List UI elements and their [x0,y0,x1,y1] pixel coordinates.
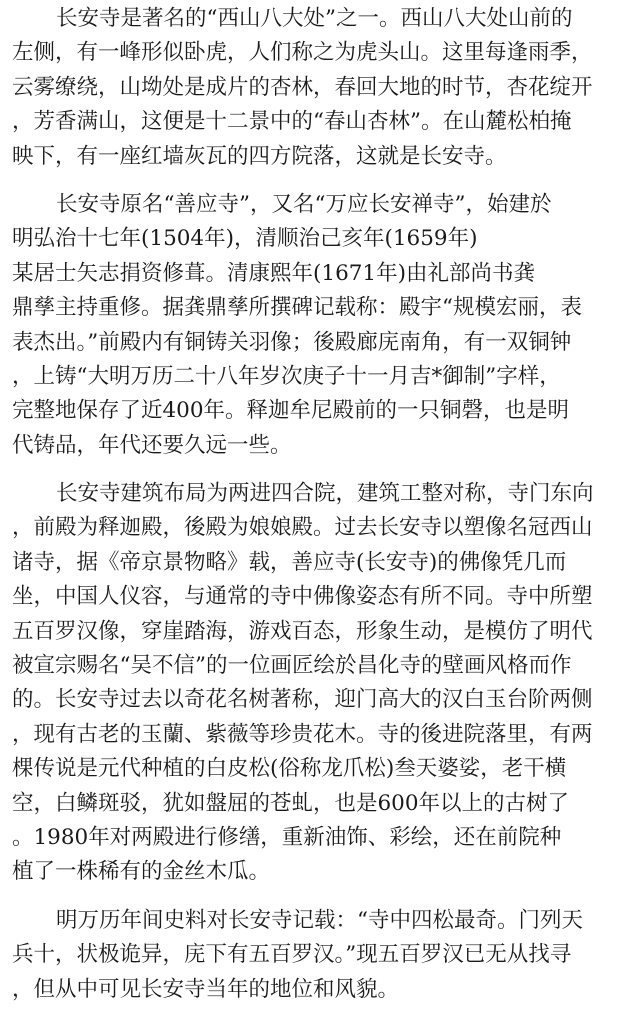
text-line: 坐，中国人仪容，与通常的寺中佛像姿态有所不同。寺中所塑 [12,584,593,610]
text-line: ，但从中可见长安寺当年的地位和风貌。 [12,976,400,1002]
text-line: 鼎孳主持重修。据龚鼎孳所撰碑记载称：殿宇“规模宏丽，表 [12,295,582,321]
text-line: 诸寺，据《帝京景物略》载，善应寺(长安寺)的佛像凭几而 [12,549,567,575]
text-line: 长安寺建筑布局为两进四合院，建筑工整对称，寺门东向 [56,481,594,507]
text-line: 长安寺原名“善应寺”，又名“万应长安禅寺”，始建於 [56,191,552,217]
text-line: 明万历年间史料对长安寺记载：“寺中四松最奇。门列天 [56,907,583,933]
paragraph [12,2,634,174]
paragraph [12,904,634,1007]
text-line: ，芳香满山，这便是十二景中的“春山杏林”。在山麓松柏掩 [12,109,572,135]
text-line: ，上铸“大明万历二十八年岁次庚子十一月吉*御制”字样， [12,363,561,389]
article-body [12,2,634,1021]
text-line: 棵传说是元代种植的白皮松(俗称龙爪松)叁天婆娑，老干横 [12,756,567,782]
text-line: 兵十，状极诡异，庑下有五百罗汉。”现五百罗汉已无从找寻 [12,942,572,968]
text-line: 某居士矢志捐资修葺。清康熙年(1671年)由礼部尚书龚 [12,260,535,286]
text-line: 空，白鳞斑驳，犹如盤屈的苍虬，也是600年以上的古树了 [12,790,570,816]
text-line: 长安寺是著名的“西山八大处”之一。西山八大处山前的 [56,6,573,31]
paragraph [12,477,634,890]
text-line: 被宣宗赐名“吴不信”的一位画匠绘於昌化寺的壁画风格而作 [12,653,572,679]
text-line: 的。长安寺过去以奇花名树著称，迎门高大的汉白玉台阶两侧 [12,687,593,713]
paragraph [12,188,634,463]
text-line: 。1980年对两殿进行修缮，重新油饰、彩绘，还在前院种 [12,824,562,850]
text-line: 完整地保存了近400年。释迦牟尼殿前的一只铜磬，也是明 [12,398,570,424]
text-line: 左侧，有一峰形似卧虎，人们称之为虎头山。这里每逢雨季， [12,40,593,66]
text-line: ，前殿为释迦殿，後殿为娘娘殿。过去长安寺以塑像名冠西山 [12,515,593,541]
text-line: 代铸品，年代还要久远一些。 [12,432,292,458]
text-line: 明弘治十七年(1504年)，清顺治己亥年(1659年) [12,226,478,252]
text-line: 表杰出。”前殿内有铜铸关羽像；後殿廊庑南角，有一双铜钟 [12,329,572,355]
text-line: 云雾缭绕，山坳处是成片的杏林，春回大地的时节，杏花绽开 [12,74,593,100]
text-line: 五百罗汉像，穿崖踏海，游戏百态，形象生动，是模仿了明代 [12,618,593,644]
text-line: 映下，有一座红墙灰瓦的四方院落，这就是长安寺。 [12,143,507,169]
text-line: ，现有古老的玉蘭、紫薇等珍贵花木。寺的後进院落里，有两 [12,721,593,747]
text-line: 植了一株稀有的金丝木瓜。 [12,859,271,885]
